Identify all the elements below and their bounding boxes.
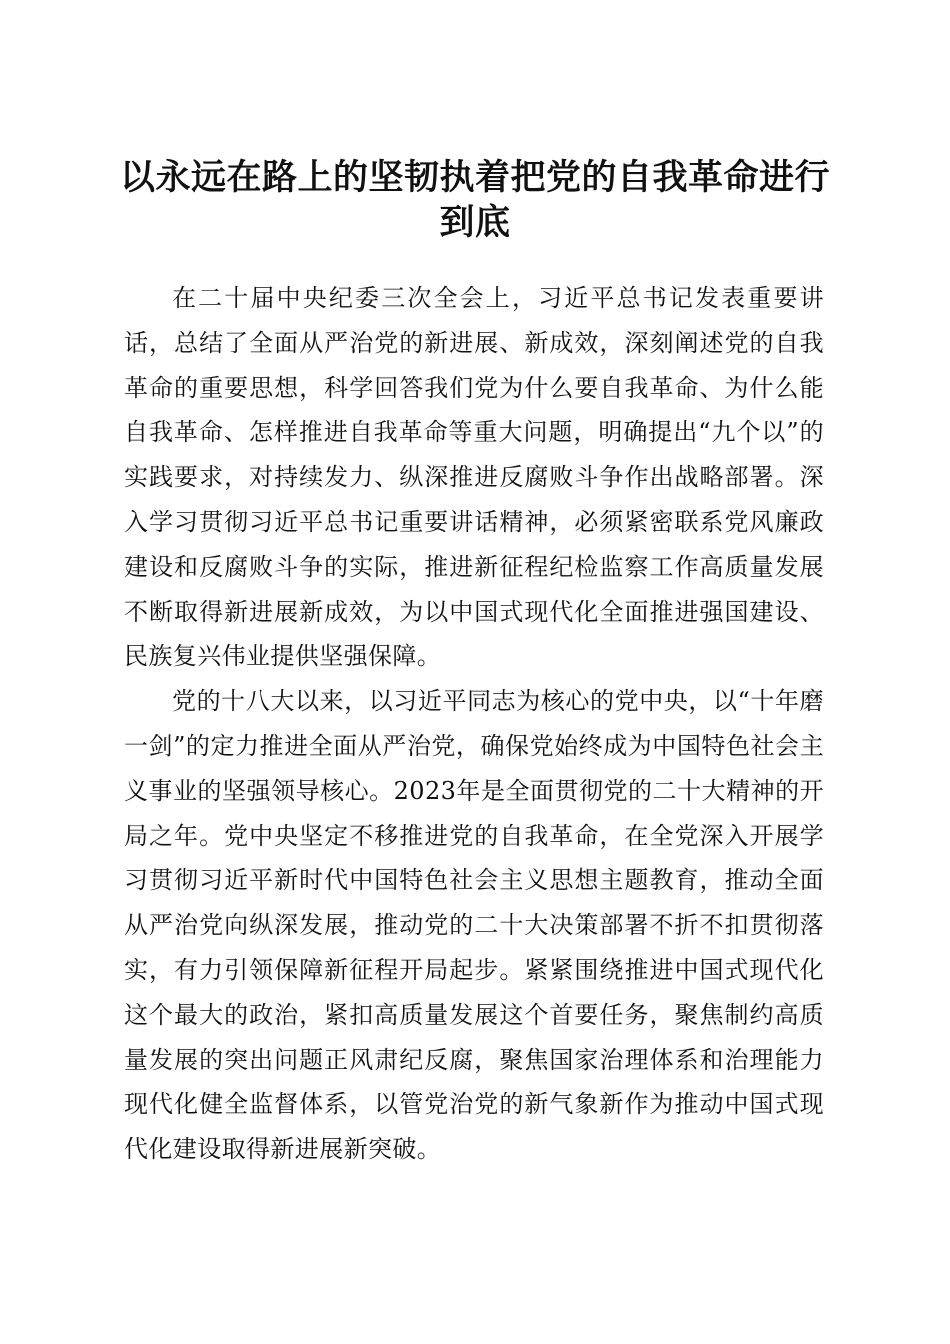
paragraph-1: 在二十届中央纪委三次全会上，习近平总书记发表重要讲话，总结了全面从严治党的新进展、新成效，深刻阐述党的自我革命的重要思想，科学回答我们党为什么要自我革命、为什么能自我革命、怎样推进自我革命等重大问题，明确提出“九个以”的实践要求，对持续发力、纵深推进反腐败斗争作出战略部署。深入学习贯彻习近平总书记重要讲话精神，必须紧密联系党风廉政建设和反腐败斗争的实际，推进新征程纪检监察工作高质量发展不断取得新进展新成效，为以中国式现代化全面推进强国建设、民族复兴伟业提供坚强保障。 bbox=[124, 284, 824, 671]
paragraph-2: 党的十八大以来，以习近平同志为核心的党中央，以“十年磨一剑”的定力推进全面从严治党，确保党始终成为中国特色社会主义事业的坚强领导核心。2023年是全面贯彻党的二十大精神的开局之年。党中央坚定不移推进党的自我革命，在全党深入开展学习贯彻习近平新时代中国特色社会主义思想主题教育，推动全面从严治党向纵深发展，推动党的二十大决策部署不折不扣贯彻落实，有力引领保障新征程开局起步。紧紧围绕推进中国式现代化这个最大的政治，紧扣高质量发展这个首要任务，聚焦制约高质量发展的突出问题正风肃纪反腐，聚焦国家治理体系和治理能力现代化健全监督体系，以管党治党的新气象新作为推动中国式现代化建设取得新进展新突破。 bbox=[124, 687, 824, 1164]
document-body bbox=[124, 276, 824, 1172]
document-title: 以永远在路上的坚韧执着把党的自我革命进行到底 bbox=[119, 157, 830, 244]
